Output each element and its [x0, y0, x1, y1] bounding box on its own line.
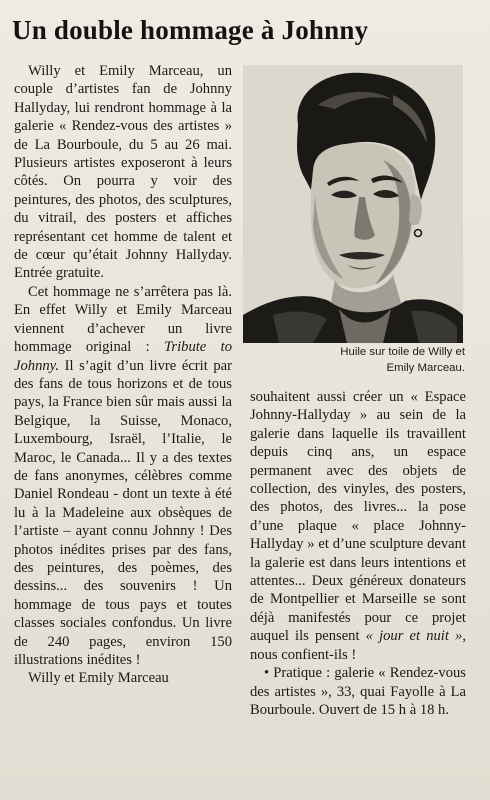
portrait-caption	[243, 344, 465, 376]
portrait-painting	[243, 65, 463, 343]
article-column-left	[14, 62, 232, 800]
caption-line: Emily Marceau.	[386, 362, 465, 374]
caption-line: Huile sur toile de Willy et	[340, 346, 465, 358]
book-title: Tribute to Johnny.	[14, 339, 232, 374]
paragraph-text: , nous confient-ils !	[250, 628, 466, 663]
article-column-right	[250, 388, 466, 719]
article-paragraph: Willy et Emily Marceau	[28, 670, 169, 687]
article-paragraph	[14, 283, 232, 670]
article-paragraph: Willy et Emily Marceau, un couple d’artistes fan de Johnny Hallyday, lui rendront hommage à la galerie « Rendez-vous des artistes » de La Bourboule, du 5 au 26 mai. Plusieurs artistes exposeront à leurs côtés. On pourra y voir des peintures, des photos, des sculptures, du vitrail, des posters et affiches représentant cet homme de talent et de cœur qu’était Johnny Hallyday. Entrée gratuite.	[14, 63, 232, 282]
paragraph-text: Cet hommage ne s’arrêtera pas là. En effet Willy et Emily Marceau viennent d’achever un livre hommage original :	[14, 283, 232, 356]
practical-info: • Pratique : galerie « Rendez-vous des artistes », 33, quai Fayolle à La Bourboule. Ouvert de 15 h à 18 h.	[250, 665, 466, 718]
paragraph-text: souhaitent aussi créer un « Espace Johnny-Hallyday » au sein de la galerie dans laquelle ils travaillent depuis cinq ans, un espace permanent avec des objets de collection, des vinyles, des posters, des photos, des livres... la pose d’une plaque « place Johnny-Hallyday » et d’une sculpture devant la galerie est dans leurs intentions et attentes... Deux généreux donateurs de Montpellier et Marseille se sont déjà manifestés pour ce projet auquel ils pensent	[250, 389, 466, 645]
paragraph-text: Il s’agit d’un livre écrit par des fans de tous horizons et de tous pays, la France bien sûr mais aussi la Belgique, la Suisse, Monaco, Luxembourg, Israël, l’Italie, le Maroc, le Canada... Il y a des textes de fans anonymes, célèbres comme Daniel Rondeau - dont un texte à été lu à la Madeleine aux obsèques de l’artiste – ayant connu Johnny ! Des photos inédites prises par des fans, des peintures, des poèmes, des dessins... des souvenirs ! Un hommage de tous pays et toutes classes sociales confondus. Un livre de 240 pages, environ 150 illustrations inédites !	[14, 357, 232, 668]
article-headline: Un double hommage à Johnny	[12, 15, 369, 45]
quote-text: « jour et nuit »	[365, 628, 463, 645]
article-paragraph	[250, 388, 466, 664]
